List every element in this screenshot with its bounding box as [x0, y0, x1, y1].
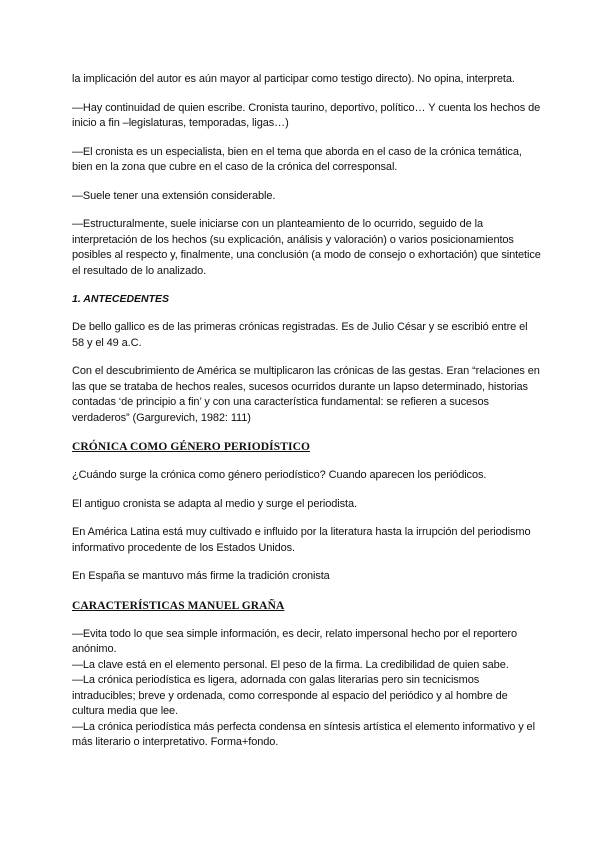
- caracteristicas-list: [72, 627, 542, 751]
- heading-cronica-genero: CRÓNICA COMO GÉNERO PERIODÍSTICO: [72, 441, 311, 453]
- page-content: [72, 72, 542, 751]
- paragraph-espana: En España se mantuvo más firme la tradición cronista: [72, 570, 330, 582]
- paragraph-especialista: —El cronista es un especialista, bien en el tema que aborda en el caso de la crónica temática, bien en la zona que cubre en el caso de la crónica del corresponsal.: [72, 145, 522, 173]
- heading-caracteristicas: CARACTERÍSTICAS MANUEL GRAÑA: [72, 599, 285, 612]
- paragraph-continuidad: —Hay continuidad de quien escribe. Cronista taurino, deportivo, político… Y cuenta los hechos de inicio a fin –legislaturas, temporadas, ligas…): [72, 101, 541, 129]
- paragraph-antiguo-cronista: El antiguo cronista se adapta al medio y surge el periodista.: [72, 497, 357, 510]
- heading-antecedentes: 1. ANTECEDENTES: [72, 293, 170, 305]
- paragraph-estructura: —Estructuralmente, suele iniciarse con un planteamiento de lo ocurrido, seguido de la interpretación de los hechos (su explicación, análisis y valoración) o varios posicionamientos posibles al respecto y, finalmente, una conclusión (a modo de consejo o exhortación) que sintetice el resultado de lo analizado.: [72, 218, 541, 277]
- list-item: —Evita todo lo que sea simple información, es decir, relato impersonal hecho por el reportero anónimo.: [72, 627, 517, 655]
- paragraph-autor-testigo: la implicación del autor es aún mayor al participar como testigo directo). No opina, interpreta.: [72, 73, 515, 85]
- list-item: —La crónica periodística es ligera, adornada con galas literarias pero sin tecnicismos intraducibles; breve y ordenada, como corresponde al espacio del periódico y al hombre de cultura media que lee.: [72, 674, 508, 717]
- paragraph-bello-gallico: De bello gallico es de las primeras crónicas registradas. Es de Julio César y se escribió entre el 58 y el 49 a.C.: [72, 321, 528, 349]
- list-item: —La crónica periodística más perfecta condensa en síntesis artística el elemento informativo y el más literario o interpretativo. Forma+fondo.: [72, 720, 535, 748]
- paragraph-extension: —Suele tener una extensión considerable.: [72, 189, 276, 202]
- paragraph-america: Con el descubrimiento de América se multiplicaron las crónicas de las gestas. Eran “relaciones en las que se trataba de hechos reales, sucesos ocurridos durante un lapso determinado, historias contadas ‘de principio a fin’ y con una característica fundamental: se refieren a sucesos verdaderos” (Gargurevich, 1982: 111): [72, 365, 540, 424]
- list-item: —La clave está en el elemento personal. El peso de la firma. La credibilidad de quien sabe.: [72, 658, 509, 671]
- paragraph-america-latina: En América Latina está muy cultivado e influido por la literatura hasta la irrupción del periodismo informativo procedente de los Estados Unidos.: [72, 526, 531, 554]
- paragraph-cuando-surge: ¿Cuándo surge la crónica como género periodístico? Cuando aparecen los periódicos.: [72, 469, 487, 481]
